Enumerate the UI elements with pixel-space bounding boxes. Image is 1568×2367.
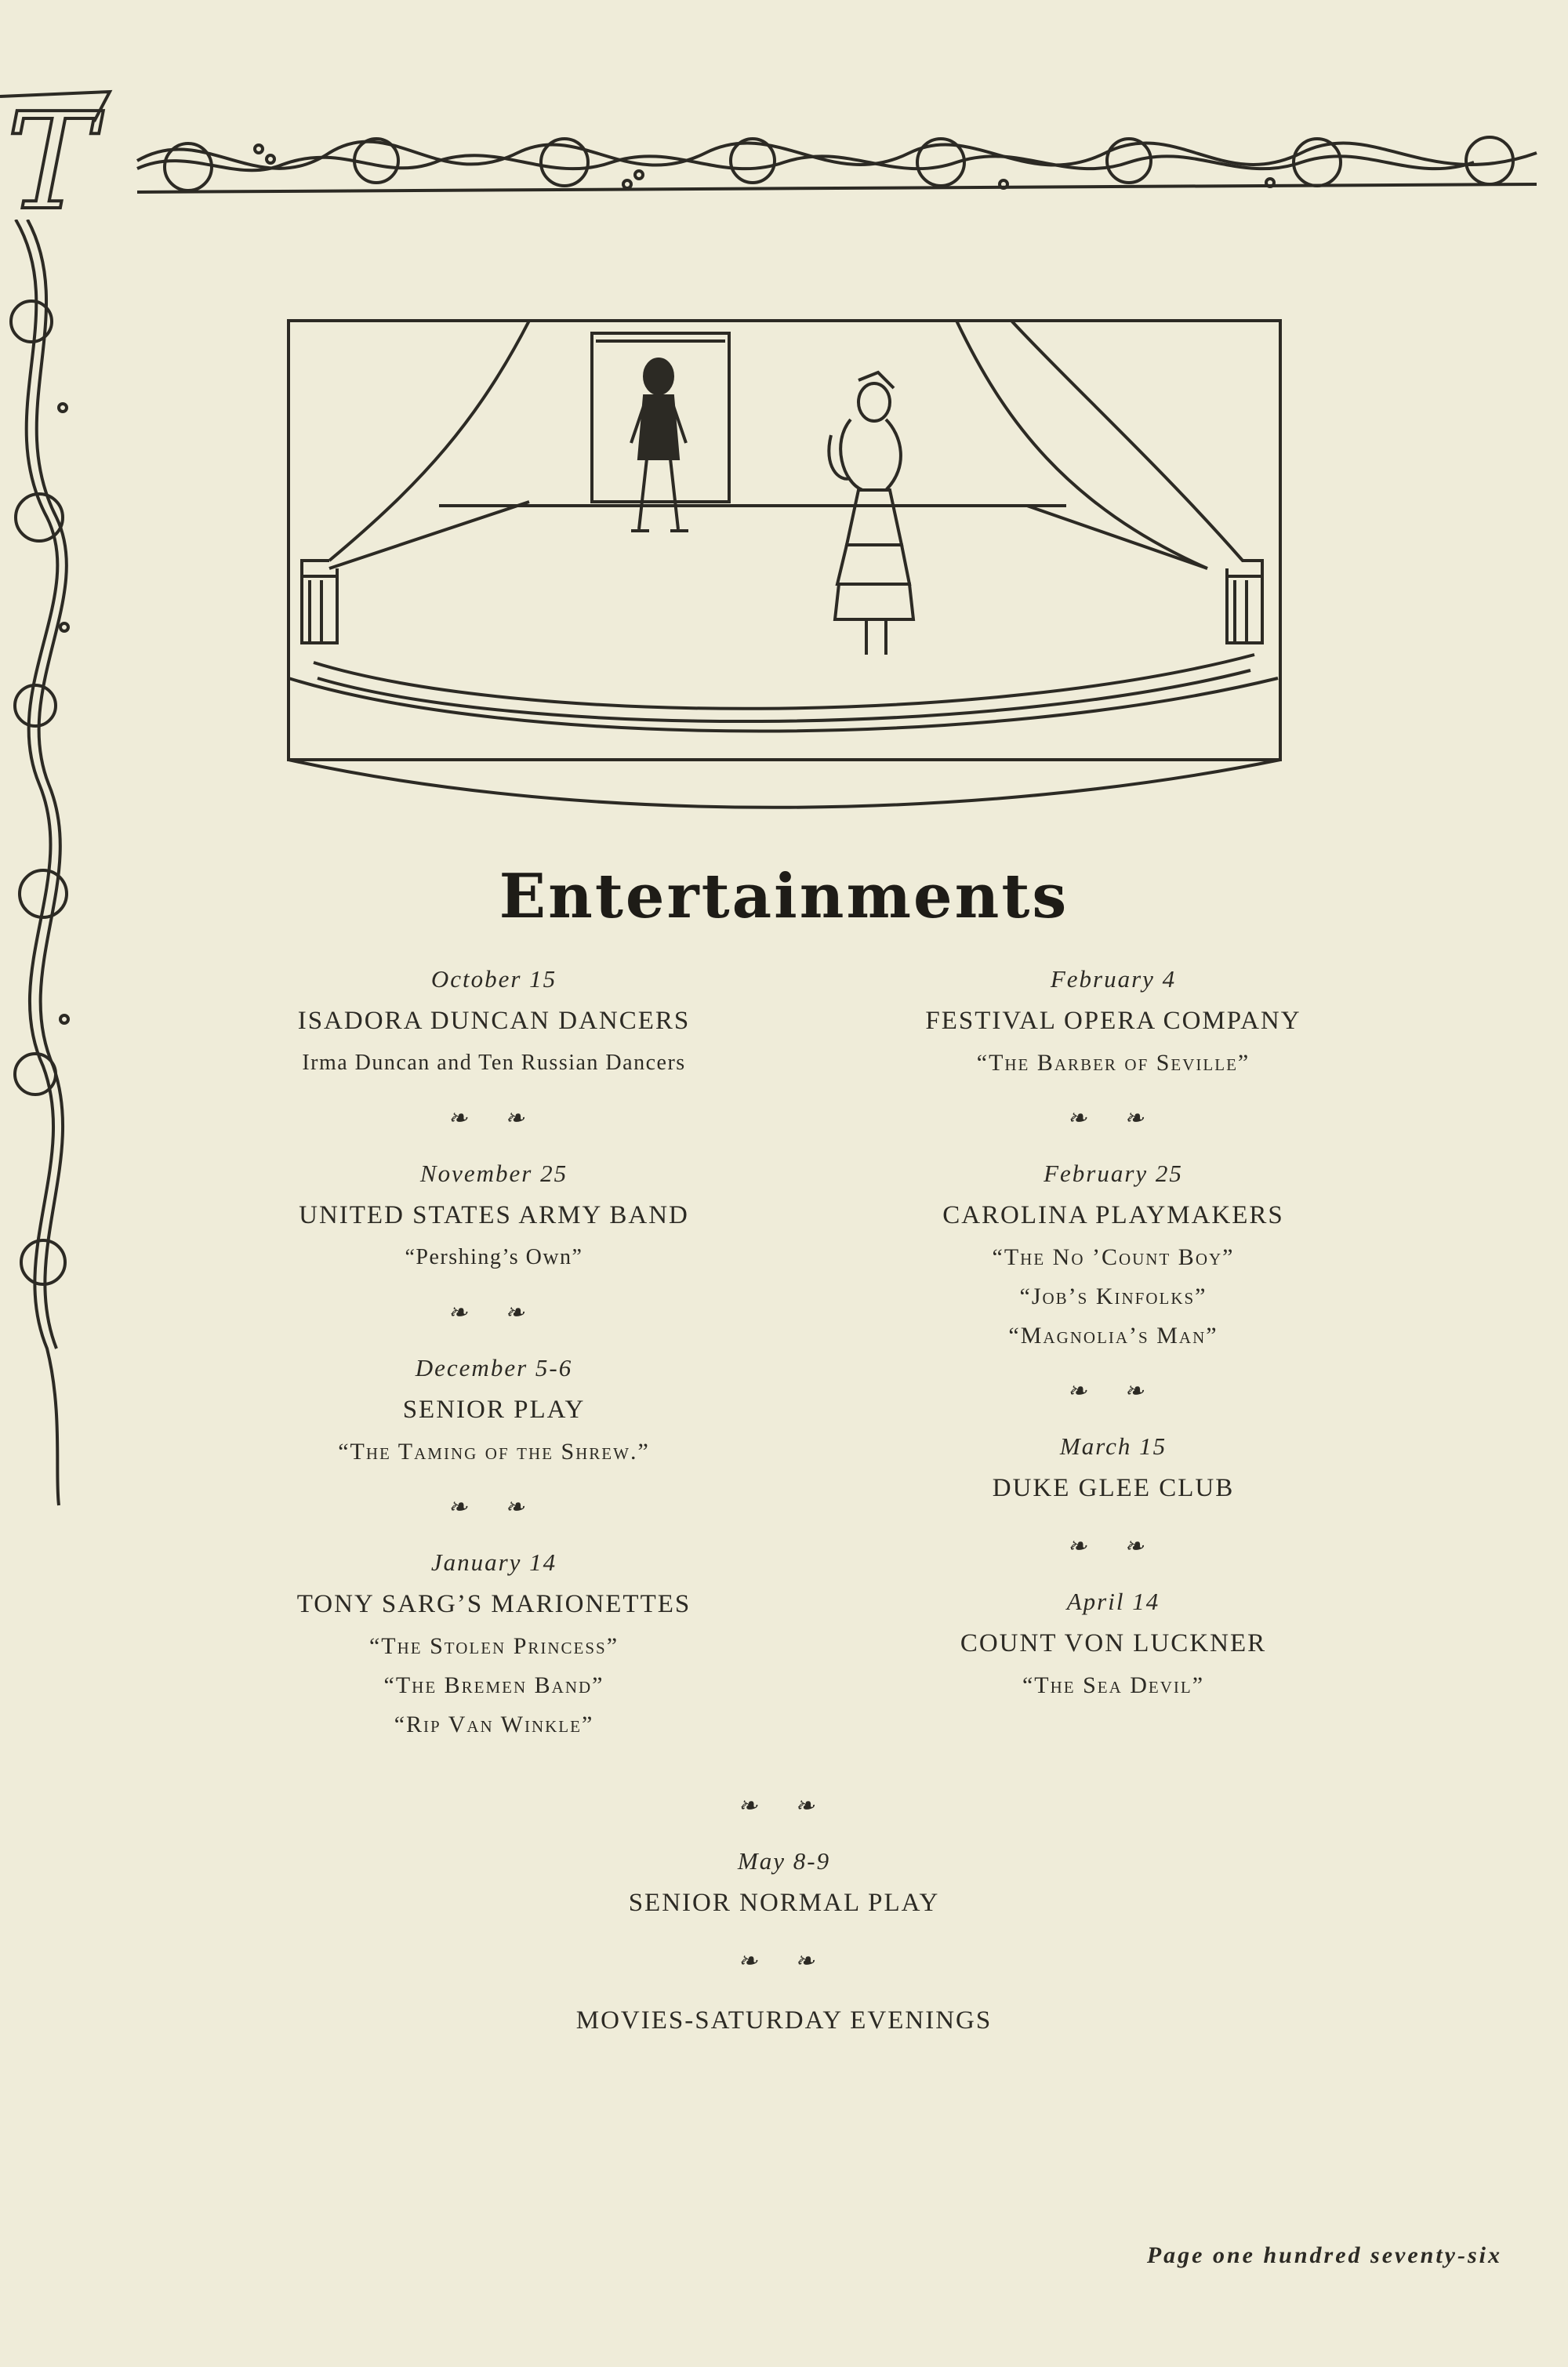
event-entry [204, 1544, 784, 1744]
event-title: SENIOR PLAY [402, 1396, 586, 1424]
event-title: DUKE GLEE CLUB [992, 1474, 1235, 1502]
fleuron-separator: ❧ ❧ [1067, 1105, 1160, 1131]
event-date: December 5-6 [415, 1354, 573, 1381]
event-title: COUNT VON LUCKNER [960, 1629, 1267, 1657]
closing-note: MOVIES-SATURDAY EVENINGS [575, 2006, 993, 2035]
event-title: CAROLINA PLAYMAKERS [942, 1201, 1284, 1229]
event-entry [204, 1155, 784, 1277]
event-subtitle: “The Sea Devil” [1022, 1672, 1205, 1698]
event-entry [204, 1349, 784, 1472]
event-subtitle: “Pershing’s Own” [405, 1245, 583, 1269]
right-curtain [956, 321, 1262, 643]
initial-letter: T [6, 85, 96, 216]
event-subtitle: “The No ’Count Boy” [992, 1244, 1235, 1270]
marionette-figure-woman [829, 372, 913, 655]
event-subtitle: “Job’s Kinfolks” [1019, 1283, 1207, 1309]
page-title: Entertainments [499, 861, 1069, 932]
stage-illustration [282, 310, 1286, 811]
event-subtitle: “Magnolia’s Man” [1008, 1323, 1218, 1349]
event-title: FESTIVAL OPERA COMPANY [925, 1007, 1301, 1035]
bottom-event-block [392, 1770, 1176, 2043]
event-date: March 15 [1059, 1432, 1167, 1460]
event-subtitle: “The Bremen Band” [383, 1672, 604, 1698]
event-entry [815, 960, 1411, 1083]
event-title: UNITED STATES ARMY BAND [299, 1201, 689, 1229]
event-entry [204, 960, 784, 1083]
event-date: April 14 [1066, 1588, 1160, 1615]
stage-floor-curve [289, 678, 1278, 732]
event-date: January 14 [430, 1548, 557, 1576]
left-event-column [204, 960, 784, 1744]
fleuron-separator: ❧ ❧ [448, 1300, 540, 1326]
page-number-footer: Page one hundred seventy-six [1146, 2242, 1502, 2268]
event-date: November 25 [419, 1160, 568, 1187]
event-date: May 8-9 [737, 1847, 831, 1875]
event-subtitle: “The Barber of Seville” [976, 1050, 1250, 1076]
right-event-column [815, 960, 1411, 1705]
fleuron-separator: ❧ ❧ [448, 1494, 540, 1520]
event-title: ISADORA DUNCAN DANCERS [297, 1007, 691, 1035]
event-date: October 15 [430, 965, 557, 993]
fleuron-separator: ❧ ❧ [1067, 1534, 1160, 1559]
event-subtitle: Irma Duncan and Ten Russian Dancers [302, 1051, 686, 1075]
ornamental-header-frieze [0, 74, 1568, 216]
fleuron-separator: ❧ ❧ [738, 1948, 830, 1974]
event-subtitle: “The Stolen Princess” [368, 1633, 619, 1659]
event-date: February 4 [1050, 965, 1177, 993]
event-subtitle: “The Taming of the Shrew.” [338, 1439, 650, 1465]
left-curtain [302, 321, 529, 643]
fleuron-separator: ❧ ❧ [738, 1793, 830, 1819]
fleuron-separator: ❧ ❧ [448, 1105, 540, 1131]
event-entry [815, 1428, 1411, 1511]
event-date: February 25 [1044, 1160, 1183, 1187]
fleuron-separator: ❧ ❧ [1067, 1378, 1160, 1404]
event-title: TONY SARG’S MARIONETTES [296, 1590, 691, 1618]
event-entry [815, 1583, 1411, 1705]
event-entry [815, 1155, 1411, 1356]
event-title: SENIOR NORMAL PLAY [628, 1889, 940, 1917]
event-subtitle: “Rip Van Winkle” [394, 1712, 594, 1737]
